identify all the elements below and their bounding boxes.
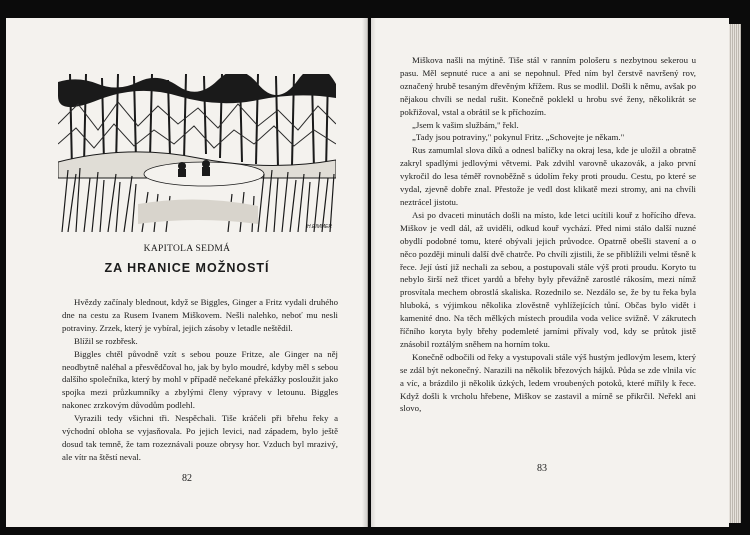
page-edges xyxy=(729,24,741,523)
page-number-right: 83 xyxy=(537,463,547,474)
illustration-signature: H.EIMMER xyxy=(307,224,332,230)
right-page-text xyxy=(400,54,696,415)
paragraph: „Tady jsou potraviny," pokynul Fritz. „Schovejte je někam." xyxy=(412,132,625,143)
paragraph: Blížil se rozbřesk. xyxy=(74,335,138,346)
paragraph: Konečně odbočili od řeky a vystupovali stále výš hustým jedlovým lesem, který se zdál být nekonečný. Narazili na několik březových hájků. Půda se zde vlnila víc a víc, a brázdilo ji několik úzkých, ledem vroubených potoků, které mířily k řece. Když došli k vrcholu hřebene, Miškov se zastavil a mírně se přikrčil. Neřekl ani slovo, xyxy=(400,351,696,414)
left-page-text xyxy=(62,296,338,464)
left-page xyxy=(6,18,368,527)
paragraph: „Jsem k vašim službám," řekl. xyxy=(412,119,519,130)
right-page xyxy=(371,18,729,527)
book-gutter xyxy=(362,18,376,527)
chapter-label: KAPITOLA SEDMÁ xyxy=(143,244,231,254)
paragraph: Biggles chtěl původně vzít s sebou pouze Fritze, ale Ginger na něj neodbytně naléhal a přesvědčoval ho, jak by bylo moudré, kdyby měl s sebou dalšího společníka, který by mohl v případě nečekané překážky posloužit jako spojka mezi průzkumníky a zbylými členy výpravy v letounu. Biggles nakonec zrzkovým důvodům podlehl. xyxy=(62,348,338,411)
paragraph: Asi po dvaceti minutách došli na místo, kde letci ucítili kouř z hořícího dřeva. Miškov je vedl dál, až uviděli, odkud kouř vychází. Před nimi stálo další nuzné obydlí podobné tomu, které obývali jejich průvodce. Opatrně obešli stavení a o něco později minuli další dvě chatrče. Po chvíli zjistili, že se přiblížili velmi těsně k řece. Její ústí již nechali za sebou, a postupovali stále výš proti proudu. Koryto tu nebylo širší než třicet yardů a břehy byly převážně zarostlé rákosím, mezi nímž prosvítala mechem obrostlá skaliska. Rozednilo se. Nezdálo se, že by tu řeka byla hluboká, s výjimkou několika zlověstně vyhlížejících tůní. Občas bylo vidět i kamenité dno. Na těch mělkých místech proudila voda velice svižně. V zákrutech říčního koryta byly břehy podemleté jarními přívaly vod, kdy se průtok jistě znásobil roztálým sněhem na horním toku. xyxy=(400,209,696,349)
forest-stream-illustration-icon xyxy=(58,74,336,232)
paragraph: Miškova našli na mýtině. Tiše stál v ranním pološeru s nezbytnou sekerou u pasu. Měl sepnuté ruce a ani se nepohnul. Před ním byl čerstvě navršený rov, označený hrubě tesaným dřevěným křížem. Rus se modlil. Došli k němu, avšak po nějakou chvíli se nedal rušit. Konečně poklekl u hrobu své ženy, několikrát se pokřižoval, vstal a obrátil se k příchozím. xyxy=(400,55,696,117)
page-number-left: 82 xyxy=(182,473,192,484)
chapter-title: ZA HRANICE MOŽNOSTÍ xyxy=(104,261,270,275)
paragraph: Vyrazili tedy všichni tři. Nespěchali. Tiše kráčeli při břehu řeky a východní obloha se vyjasňovala. Po jejich levici, nad západem, bylo ještě dosud tak temně, že tam rozeznávali pouze obrysy hor. Vzduch byl mrazivý, ale vítr na štěstí neval. xyxy=(62,413,338,462)
paragraph: Hvězdy začínaly blednout, když se Biggles, Ginger a Fritz vydali druhého dne na cestu za Rusem Ivanem Miškovem. Nešli nalehko, neboť mu nesli potraviny. Zrzek, který je vybíral, jejich zásoby v letadle neštědil. xyxy=(62,297,338,333)
paragraph: Rus zamumlal slova díků a odnesl balíčky na okraj lesa, kde je uložil a obratně zakryl spadlými jedlovými větvemi. Pak zdvihl varovně ukazovák, a jako první vykročil do lesa téměř rovnoběžně s údolím řeky proti proudu. Cestu, po které se vydal, zjevně dobře znal. Přestože je vedl dost klikatě mezi stromy, ani na chvíli neztrácel jistotu. xyxy=(400,145,696,207)
